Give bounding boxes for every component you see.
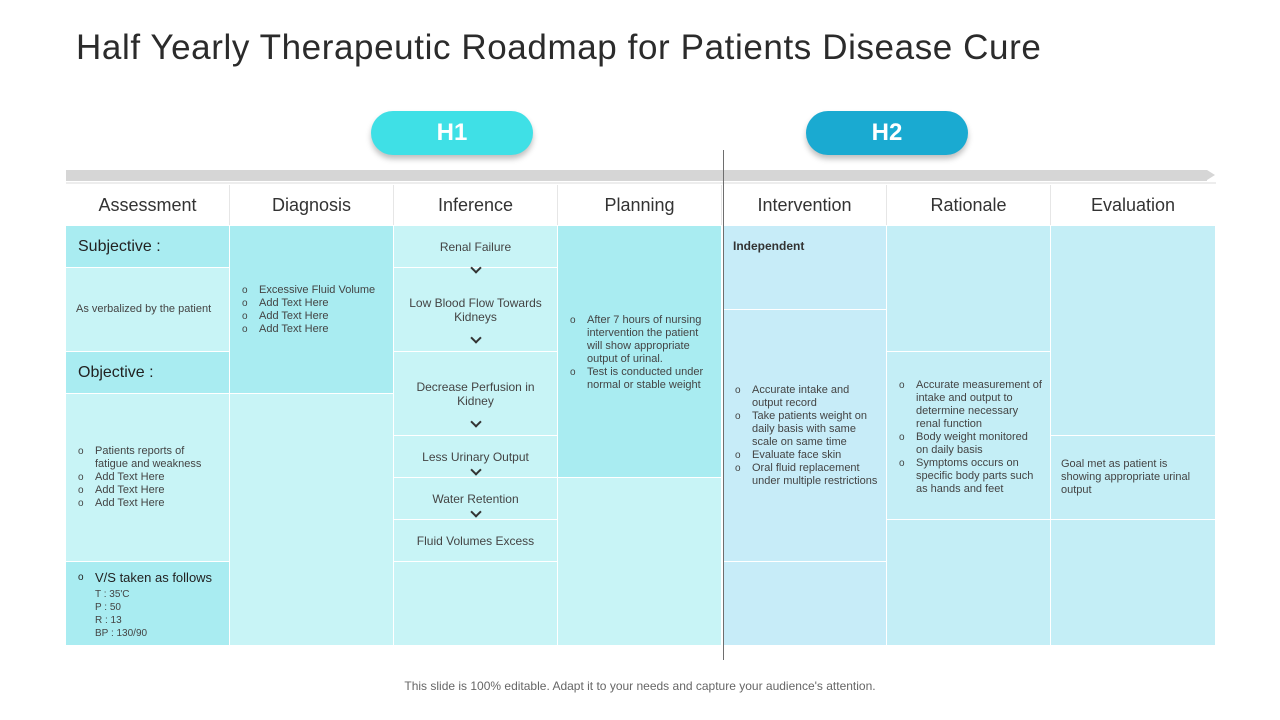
chevron-down-icon (471, 466, 481, 476)
diagnosis-cell (230, 226, 393, 394)
header-assessment: Assessment (66, 185, 230, 225)
objective-list (76, 445, 219, 510)
vs-values (76, 588, 219, 640)
header-evaluation: Evaluation (1051, 185, 1215, 225)
diagnosis-column (230, 226, 394, 646)
list-item: o Patients reports of fatigue and weakness (76, 445, 219, 471)
chevron-down-icon (471, 334, 481, 344)
list-item: o Test is conducted under normal or stable weight (568, 366, 707, 392)
planning-list (568, 314, 707, 392)
list-item: o Add Text Here (76, 497, 219, 510)
vs-blood-pressure: BP : 130/90 (95, 628, 148, 639)
list-item: o Add Text Here (76, 484, 219, 497)
list-item: o Add Text Here (240, 310, 383, 323)
list-item: o Body weight monitored on daily basis (897, 431, 1042, 457)
intervention-column (723, 226, 887, 646)
footer-note: This slide is 100% editable. Adapt it to your needs and capture your audience's attention. (404, 679, 876, 693)
timeline-arrow-icon (1207, 170, 1215, 180)
list-item: o Accurate intake and output record (733, 384, 878, 410)
rationale-cell (887, 352, 1050, 520)
period-divider (723, 150, 724, 660)
evaluation-cell (1051, 436, 1215, 520)
header-intervention: Intervention (723, 185, 887, 225)
assessment-column (66, 226, 230, 646)
list-item: o Add Text Here (76, 471, 219, 484)
vs-cell (66, 562, 229, 646)
period-h2-badge: H2 (806, 111, 968, 155)
list-item: o After 7 hours of nursing intervention the patient will show appropriate output of urinal. (568, 314, 707, 366)
vs-pulse: P : 50 (95, 602, 121, 613)
evaluation-column (1051, 226, 1215, 646)
rationale-column (887, 226, 1051, 646)
inference-step-4: Less Urinary Output (394, 436, 557, 478)
planning-column (558, 226, 722, 646)
chevron-down-icon (471, 508, 481, 518)
planning-empty-cell (558, 478, 721, 646)
list-item: o Add Text Here (240, 323, 383, 336)
intervention-independent-label: Independent (723, 226, 886, 310)
planning-cell (558, 226, 721, 478)
period-h1-badge: H1 (371, 111, 533, 155)
evaluation-empty-cell-top (1051, 226, 1215, 436)
list-item: o Oral fluid replacement under multiple restrictions (733, 462, 878, 488)
evaluation-text: Goal met as patient is showing appropriate urinal output (1061, 458, 1191, 496)
subjective-label: Subjective : (66, 226, 229, 268)
inference-step-5: Water Retention (394, 478, 557, 520)
subjective-text: As verbalized by the patient (76, 303, 212, 315)
inference-step-1: Renal Failure (394, 226, 557, 268)
rationale-empty-cell-top (887, 226, 1050, 352)
header-rationale: Rationale (887, 185, 1051, 225)
diagnosis-list (240, 284, 383, 336)
intervention-list (733, 384, 878, 488)
vs-temperature: T : 35'C (95, 589, 130, 600)
evaluation-empty-cell-bottom (1051, 520, 1215, 646)
header-diagnosis: Diagnosis (230, 185, 394, 225)
chevron-down-icon (471, 418, 481, 428)
inference-step-3: Decrease Perfusion in Kidney (394, 352, 557, 436)
rationale-list (897, 379, 1042, 496)
inference-empty-cell (394, 562, 557, 646)
rationale-empty-cell-bottom (887, 520, 1050, 646)
objective-cell (66, 394, 229, 562)
objective-label: Objective : (66, 352, 229, 394)
timeline-track (66, 170, 1207, 181)
intervention-empty-cell (723, 562, 886, 646)
list-item: o Accurate measurement of intake and output to determine necessary renal function (897, 379, 1042, 431)
chevron-down-icon (471, 264, 481, 274)
subjective-text-cell (66, 268, 229, 352)
page-title: Half Yearly Therapeutic Roadmap for Patients Disease Cure (76, 28, 1042, 67)
list-item: o Add Text Here (240, 297, 383, 310)
vs-list (76, 570, 219, 586)
inference-step-6: Fluid Volumes Excess (394, 520, 557, 562)
inference-column (394, 226, 558, 646)
diagnosis-empty-cell (230, 394, 393, 646)
inference-step-2: Low Blood Flow Towards Kidneys (394, 268, 557, 352)
list-item: o Take patients weight on daily basis with same scale on same time (733, 410, 878, 449)
header-planning: Planning (558, 185, 722, 225)
header-inference: Inference (394, 185, 558, 225)
intervention-cell (723, 310, 886, 562)
list-item: o Evaluate face skin (733, 449, 878, 462)
timeline-shadow (66, 182, 1216, 184)
list-item: o Symptoms occurs on specific body parts such as hands and feet (897, 457, 1042, 496)
vs-label: o V/S taken as follows (76, 570, 219, 586)
vs-respiration: R : 13 (95, 615, 122, 626)
list-item: o Excessive Fluid Volume (240, 284, 383, 297)
